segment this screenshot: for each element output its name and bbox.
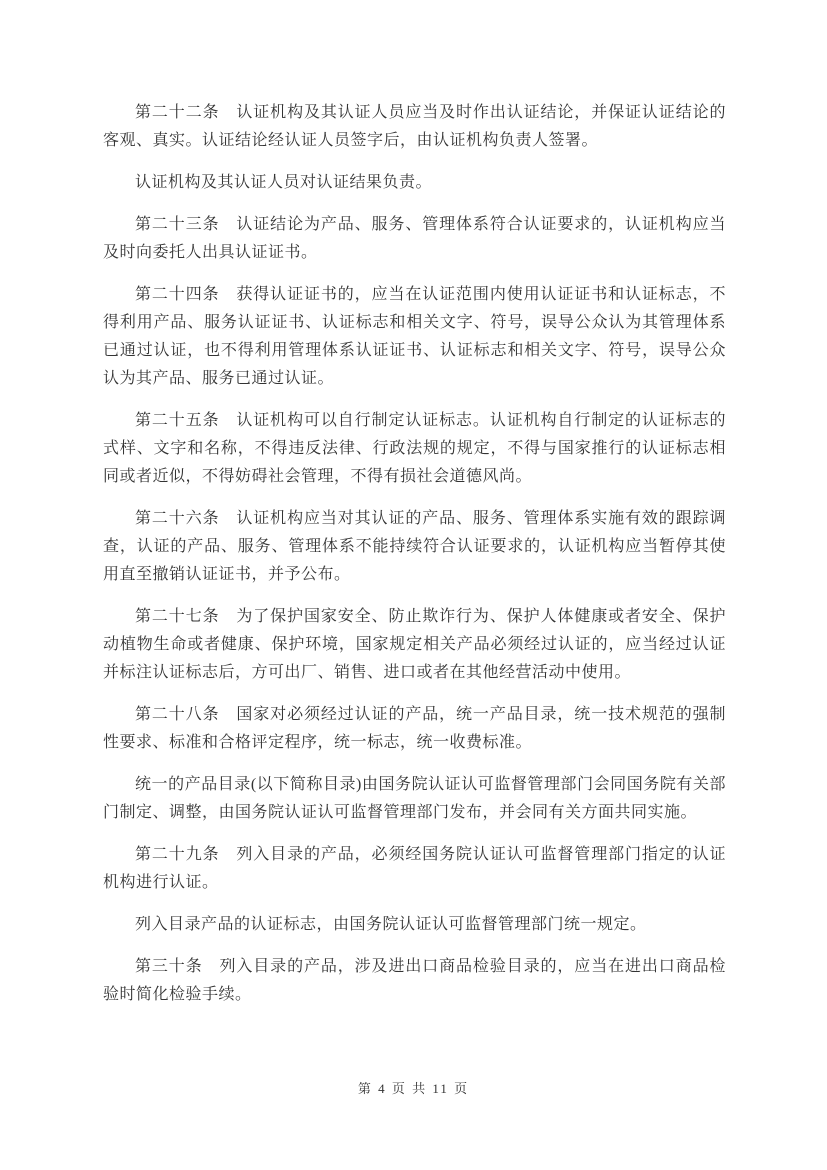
document-paragraph-article-29: 第二十九条 列入目录的产品，必须经国务院认证认可监督管理部门指定的认证机构进行认证。 (103, 846, 726, 891)
document-paragraph-article-24: 第二十四条 获得认证证书的，应当在认证范围内使用认证证书和认证标志，不得利用产品、服务认证证书、认证标志和相关文字、符号，误导公众认为其管理体系已通过认证，也不得利用管理体系认证证书、认证标志和相关文字、符号，误导公众认为其产品、服务已通过认证。 (103, 286, 726, 387)
page-number-footer: 第 4 页 共 11 页 (357, 1081, 470, 1096)
document-paragraph-article-23: 第二十三条 认证结论为产品、服务、管理体系符合认证要求的，认证机构应当及时向委托人出具认证证书。 (103, 216, 726, 261)
document-paragraph-article-29-cont: 列入目录产品的认证标志，由国务院认证认可监督管理部门统一规定。 (135, 916, 647, 933)
document-paragraph-article-22-cont: 认证机构及其认证人员对认证结果负责。 (135, 174, 433, 191)
document-paragraph-article-22: 第二十二条 认证机构及其认证人员应当及时作出认证结论，并保证认证结论的客观、真实。认证结论经认证人员签字后，由认证机构负责人签署。 (103, 104, 726, 149)
document-paragraph-article-28: 第二十八条 国家对必须经过认证的产品，统一产品目录，统一技术规范的强制性要求、标准和合格评定程序，统一标志，统一收费标准。 (103, 706, 726, 751)
document-paragraph-article-28-cont: 统一的产品目录(以下简称目录)由国务院认证认可监督管理部门会同国务院有关部门制定、调整，由国务院认证认可监督管理部门发布，并会同有关方面共同实施。 (103, 776, 726, 821)
document-paragraph-article-30: 第三十条 列入目录的产品，涉及进出口商品检验目录的，应当在进出口商品检验时简化检验手续。 (103, 958, 726, 1003)
document-paragraph-article-26: 第二十六条 认证机构应当对其认证的产品、服务、管理体系实施有效的跟踪调查，认证的产品、服务、管理体系不能持续符合认证要求的，认证机构应当暂停其使用直至撤销认证证书，并予公布。 (103, 510, 726, 583)
document-paragraph-article-25: 第二十五条 认证机构可以自行制定认证标志。认证机构自行制定的认证标志的式样、文字和名称，不得违反法律、行政法规的规定，不得与国家推行的认证标志相同或者近似，不得妨碍社会管理，不得有损社会道德风尚。 (103, 412, 726, 485)
document-paragraph-article-27: 第二十七条 为了保护国家安全、防止欺诈行为、保护人体健康或者安全、保护动植物生命或者健康、保护环境，国家规定相关产品必须经过认证的，应当经过认证并标注认证标志后，方可出厂、销售、进口或者在其他经营活动中使用。 (103, 608, 726, 681)
